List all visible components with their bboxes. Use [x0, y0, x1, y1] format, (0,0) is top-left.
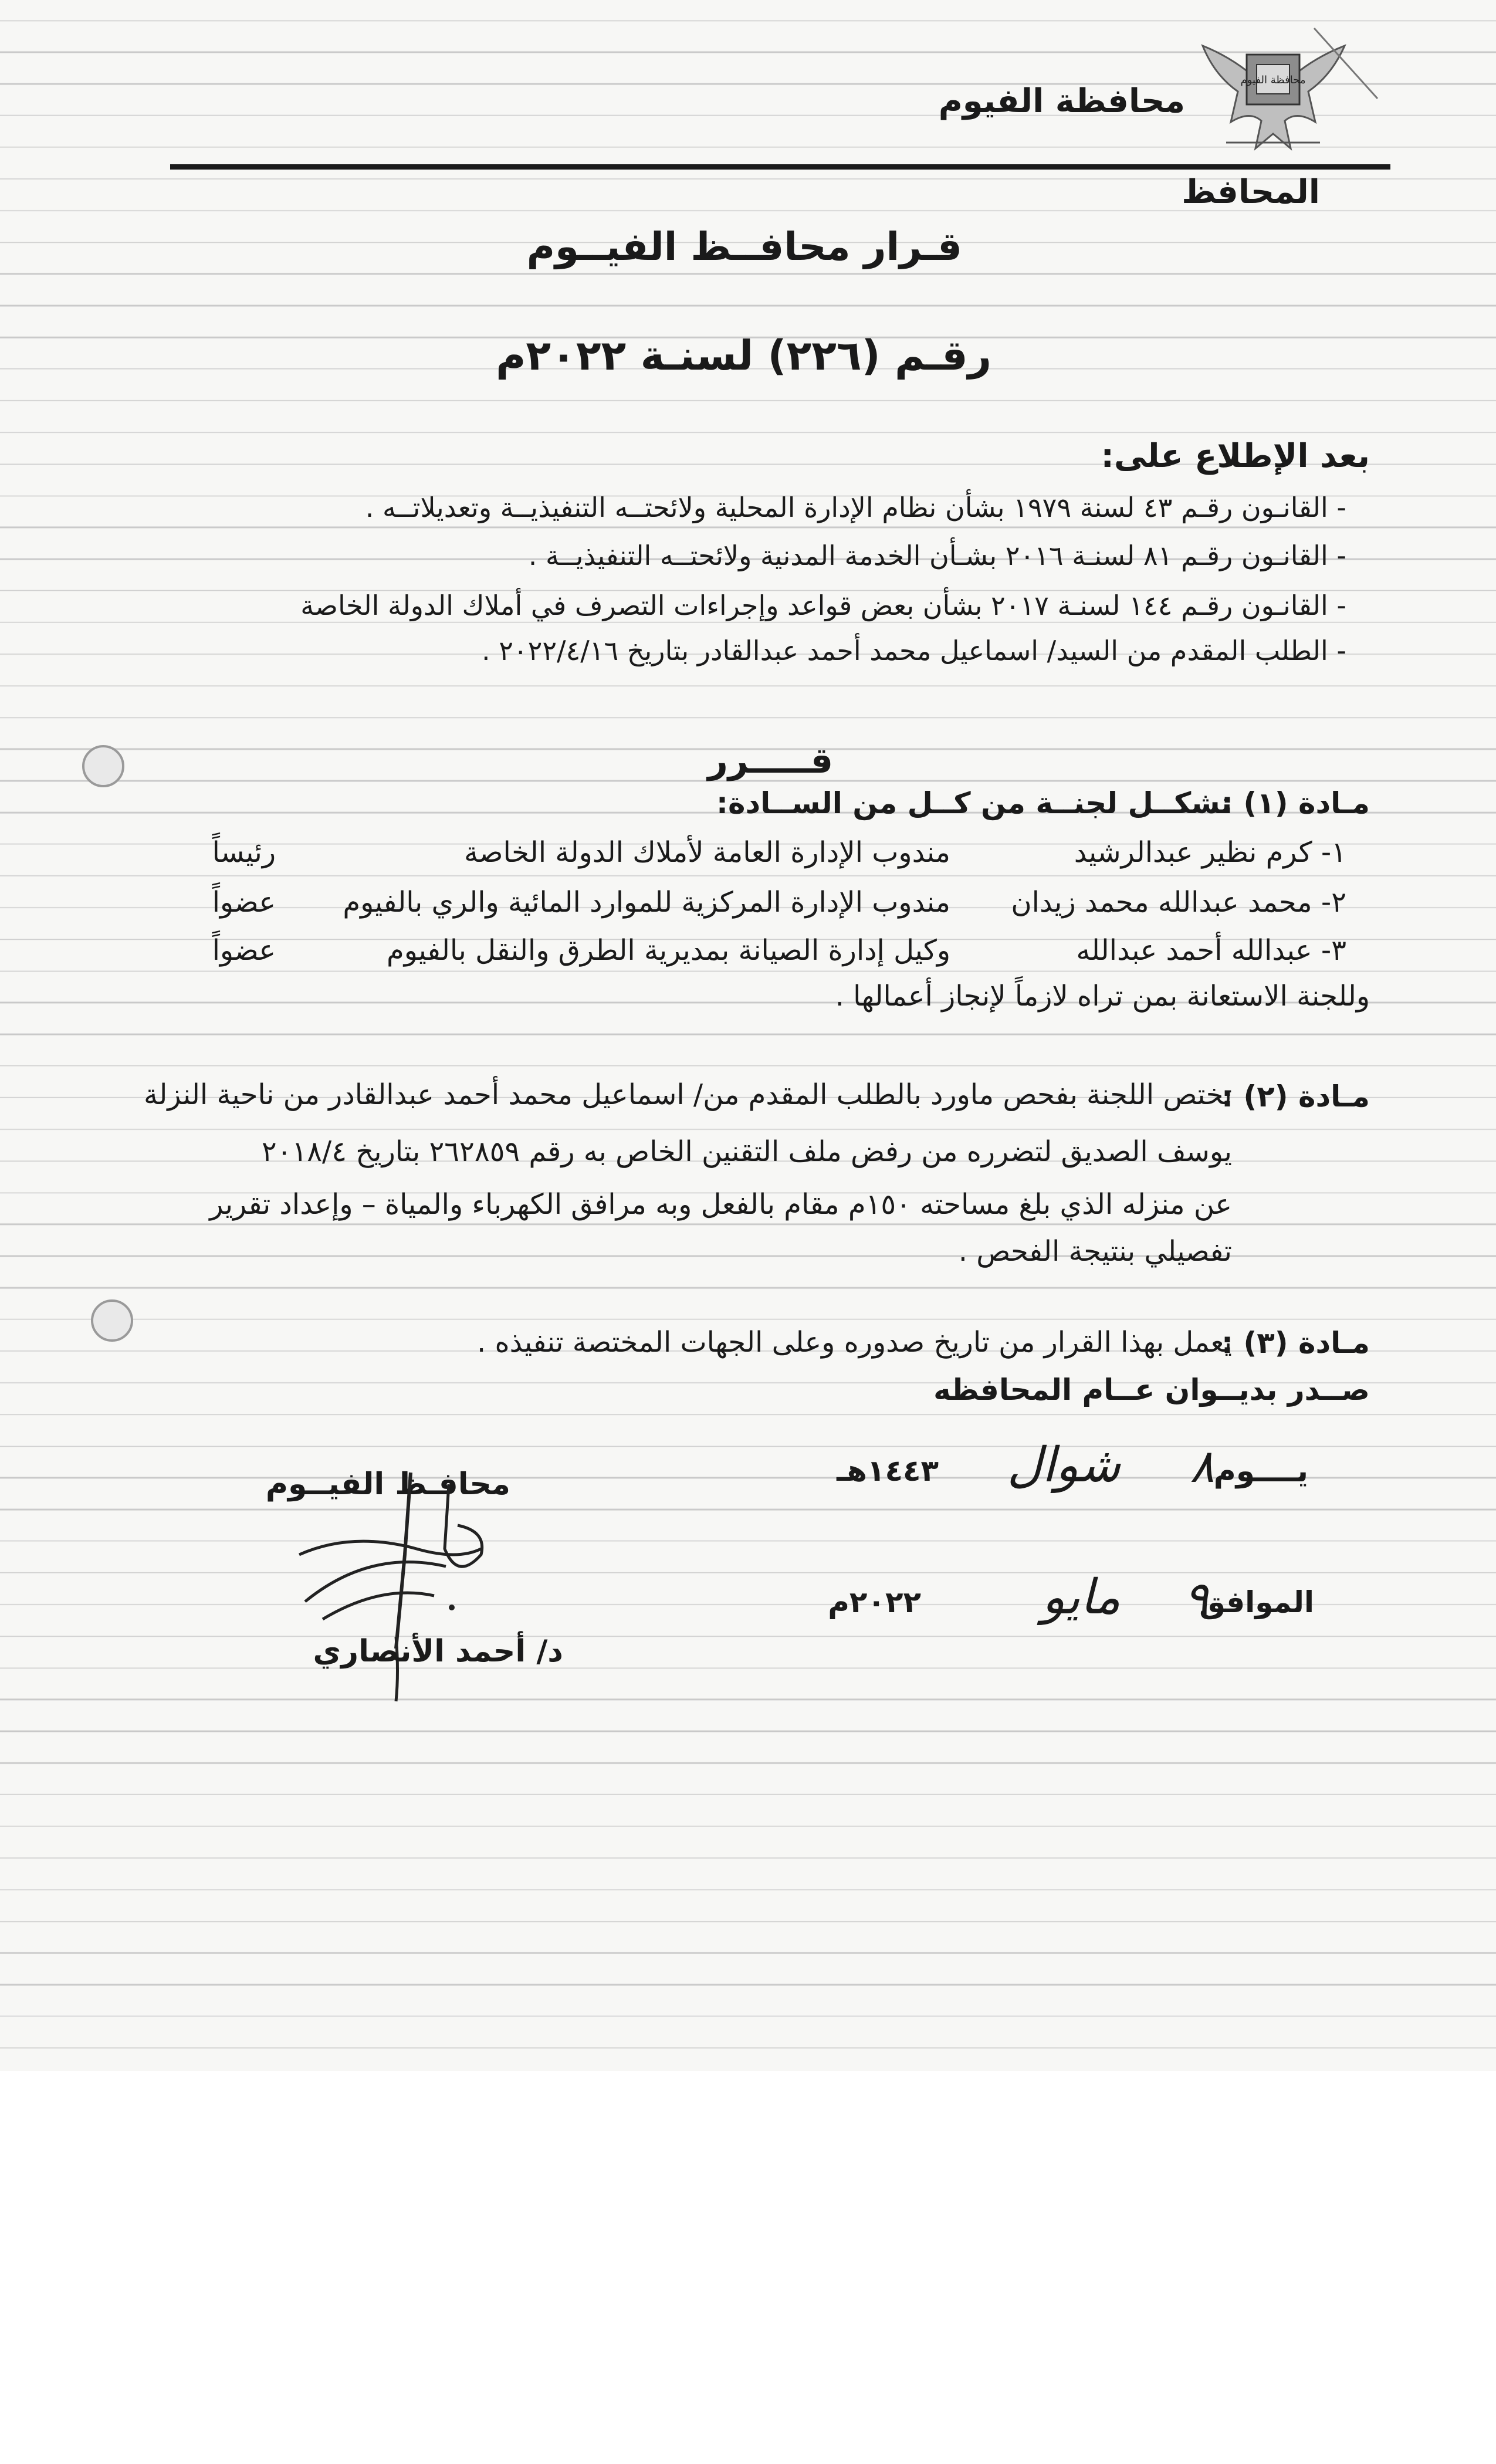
member-3-role: عضواً: [212, 934, 276, 967]
punch-hole: [82, 745, 124, 787]
svg-text:محافظة الفيوم: محافظة الفيوم: [1240, 74, 1306, 86]
signatory-name: د/ أحمد الأنصاري: [313, 1634, 563, 1669]
law-2: - القانـون رقـم ٨١ لسنـة ٢٠١٦ بشـأن الخدمة المدنية ولائحتــه التنفيذيــة .: [528, 540, 1346, 571]
member-1-name: ١- كرم نظير عبدالرشيد: [1074, 836, 1346, 869]
decided-heading: قـــــرر: [708, 740, 833, 781]
hijri-day: ٨: [1190, 1440, 1214, 1493]
article-2-label: مـادة (٢) :: [1221, 1079, 1370, 1113]
member-1-role: رئيساً: [212, 836, 276, 869]
governorate-name: محافظة الفيوم: [938, 82, 1185, 120]
greg-year: ٢٠٢٢م: [828, 1585, 921, 1619]
law-3: - القانـون رقـم ١٤٤ لسنـة ٢٠١٧ بشأن بعض قواعد وإجراءات التصرف في أملاك الدولة الخاصة: [300, 590, 1346, 621]
pen-mark: [1308, 23, 1385, 106]
article-2-line-4: تفصيلي بنتيجة الفحص .: [958, 1235, 1232, 1268]
hijri-year: ١٤٤٣هـ: [837, 1454, 939, 1488]
greg-label: الموافق: [1199, 1585, 1314, 1619]
member-1-position: مندوب الإدارة العامة لأملاك الدولة الخاصة: [463, 836, 950, 869]
article-3-label: مـادة (٣) :: [1221, 1326, 1370, 1360]
law-1: - القانـون رقـم ٤٣ لسنة ١٩٧٩ بشأن نظام الإدارة المحلية ولائحتــه التنفيذيــة وتعديلاتــه .: [365, 492, 1346, 523]
decision-heading: قـرار محافــظ الفيــوم: [526, 224, 962, 269]
member-3-position: وكيل إدارة الصيانة بمديرية الطرق والنقل بالفيوم: [386, 934, 950, 967]
day-label: يــــوم: [1213, 1454, 1308, 1489]
member-2-role: عضواً: [212, 886, 276, 919]
decision-number: رقـم (٢٢٦) لسنـة ٢٠٢٢م: [496, 331, 991, 380]
member-2-position: مندوب الإدارة المركزية للموارد المائية والري بالفيوم: [343, 886, 950, 919]
hijri-month: شوال: [1007, 1437, 1121, 1493]
article-2-line-1: تختص اللجنة بفحص ماورد بالطلب المقدم من/ اسماعيل محمد أحمد عبدالقادر من ناحية النزلة: [143, 1078, 1232, 1111]
law-4: - الطلب المقدم من السيد/ اسماعيل محمد أحمد عبدالقادر بتاريخ ٢٠٢٢/٤/١٦ .: [481, 635, 1346, 666]
preamble-heading: بعد الإطلاع على:: [1101, 437, 1370, 475]
committee-note: وللجنة الاستعانة بمن تراه لازماً لإنجاز أعمالها .: [835, 980, 1370, 1013]
article-1-text: تشكــل لجنــة من كــل من الســادة:: [716, 786, 1232, 820]
punch-hole: [91, 1299, 133, 1342]
article-2-line-3: عن منزله الذي بلغ مساحته ١٥٠م مقام بالفعل وبه مرافق الكهرباء والمياة – وإعداد تقرير: [209, 1188, 1232, 1221]
member-3-name: ٣- عبدالله أحمد عبدالله: [1076, 934, 1346, 967]
header-rule: [170, 164, 1390, 170]
handwritten-signature: [282, 1461, 551, 1707]
member-2-name: ٢- محمد عبدالله محمد زيدان: [1011, 886, 1346, 919]
greg-month: مايو: [1041, 1569, 1121, 1625]
signatory-title: محافـظ الفيــوم: [265, 1467, 510, 1502]
office-title: المحافظ: [1182, 173, 1320, 211]
article-3-text: يعمل بهذا القرار من تاريخ صدوره وعلى الجهات المختصة تنفيذه .: [476, 1326, 1232, 1359]
article-2-line-2: يوسف الصديق لتضرره من رفض ملف التقنين الخاص به رقم ٢٦٢٨٥٩ بتاريخ ٢٠١٨/٤: [261, 1135, 1232, 1168]
greg-day: ٩: [1184, 1572, 1209, 1625]
article-1-label: مـادة (١) :: [1221, 786, 1370, 820]
issued-statement: صــدر بديــوان عــام المحافظه: [933, 1373, 1370, 1407]
